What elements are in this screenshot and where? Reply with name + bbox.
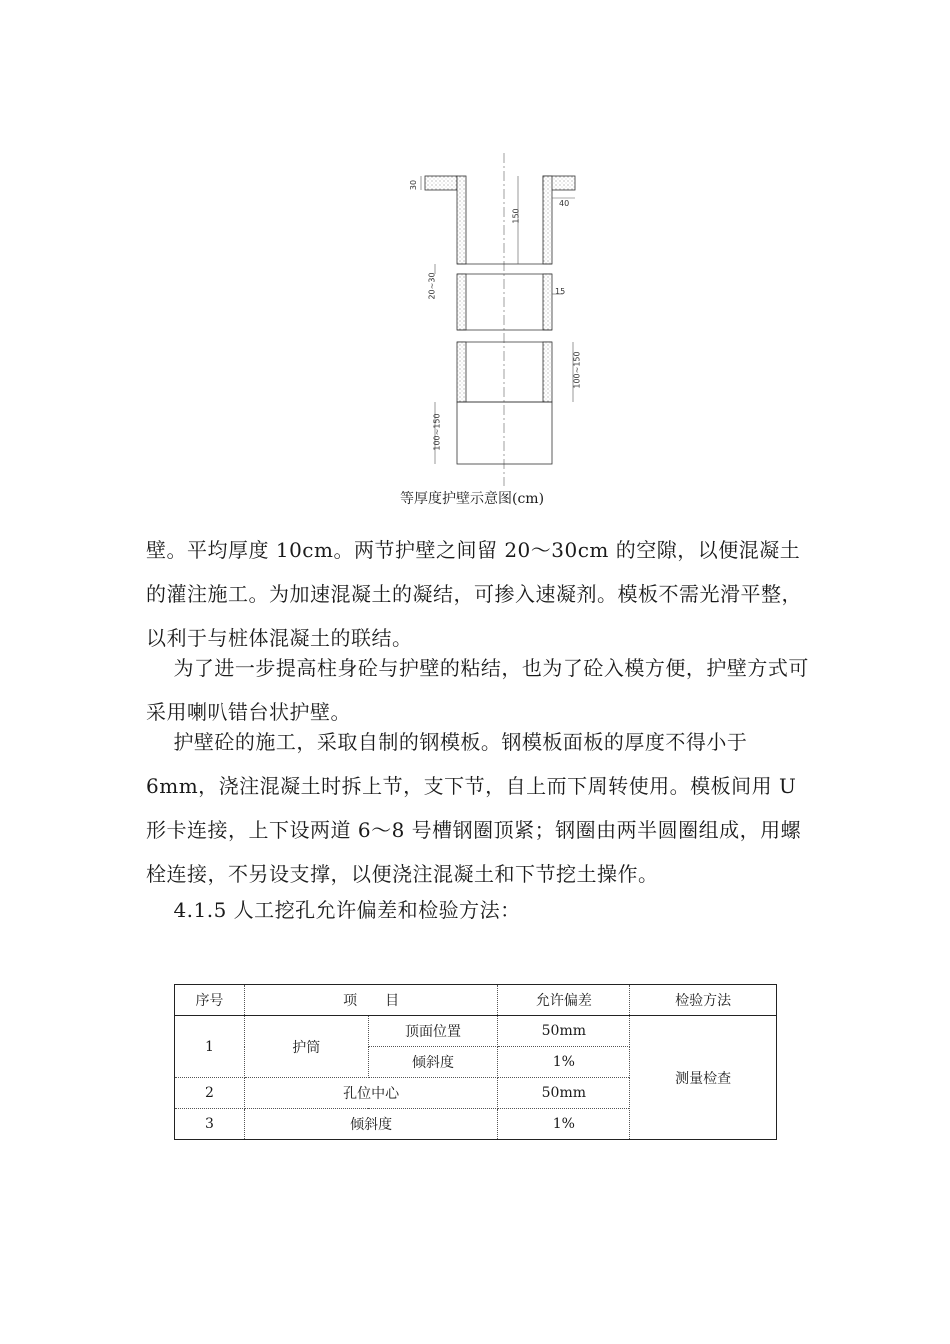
paragraph-2: 为了进一步提高柱身砼与护壁的粘结，也为了砼入模方便，护壁方式可采用喇叭错台状护壁。 xyxy=(146,656,809,724)
cell-method: 测量检查 xyxy=(630,1016,777,1140)
header-item: 项 目 xyxy=(244,985,498,1016)
header-no: 序号 xyxy=(175,985,245,1016)
header-method: 检验方法 xyxy=(630,985,777,1016)
cell-tolerance: 1% xyxy=(498,1047,630,1078)
section-heading: 4.1.5 人工挖孔允许偏差和检验方法： xyxy=(146,898,521,922)
dim-bottom: 100~150 xyxy=(432,413,442,451)
dim-gap: 20~30 xyxy=(427,272,437,300)
pile-wall-diagram xyxy=(395,148,595,488)
dim-top-lip: 30 xyxy=(409,179,419,191)
figure-caption: 等厚度护壁示意图(cm) xyxy=(400,491,545,507)
cell-tolerance: 50mm xyxy=(498,1016,630,1047)
cell-item: 护筒 xyxy=(244,1016,368,1078)
tolerance-table xyxy=(174,984,777,1140)
cell-no: 2 xyxy=(175,1078,245,1109)
cell-item: 倾斜度 xyxy=(244,1109,498,1140)
dim-wall: 15 xyxy=(555,287,566,296)
table-row xyxy=(175,1016,777,1047)
paragraph-1: 壁。平均厚度 10cm。两节护壁之间留 20～30cm 的空隙，以便混凝土的灌注施工。为加速混凝土的凝结，可掺入速凝剂。模板不需光滑平整，以利于与桩体混凝土的联结。 xyxy=(146,538,802,650)
dim-flange: 40 xyxy=(559,199,570,208)
dim-section-height: 150 xyxy=(511,208,521,224)
table-header-row xyxy=(175,985,777,1016)
dim-section: 100~150 xyxy=(572,351,582,389)
cell-subitem: 倾斜度 xyxy=(368,1047,498,1078)
cell-tolerance: 50mm xyxy=(498,1078,630,1109)
paragraph-3: 护壁砼的施工，采取自制的钢模板。钢模板面板的厚度不得小于 6mm，浇注混凝土时拆上节，支下节，自上而下周转使用。模板间用 U 形卡连接，上下设两道 6～8 号槽钢圈顶紧；钢圈由两半圆圈组成，用螺栓连接，不另设支撑，以便浇注混凝土和下节挖土操作。 xyxy=(146,730,804,886)
cell-subitem: 顶面位置 xyxy=(368,1016,498,1047)
cell-no: 3 xyxy=(175,1109,245,1140)
header-tolerance: 允许偏差 xyxy=(498,985,630,1016)
cell-tolerance: 1% xyxy=(498,1109,630,1140)
cell-no: 1 xyxy=(175,1016,245,1078)
cell-item: 孔位中心 xyxy=(244,1078,498,1109)
